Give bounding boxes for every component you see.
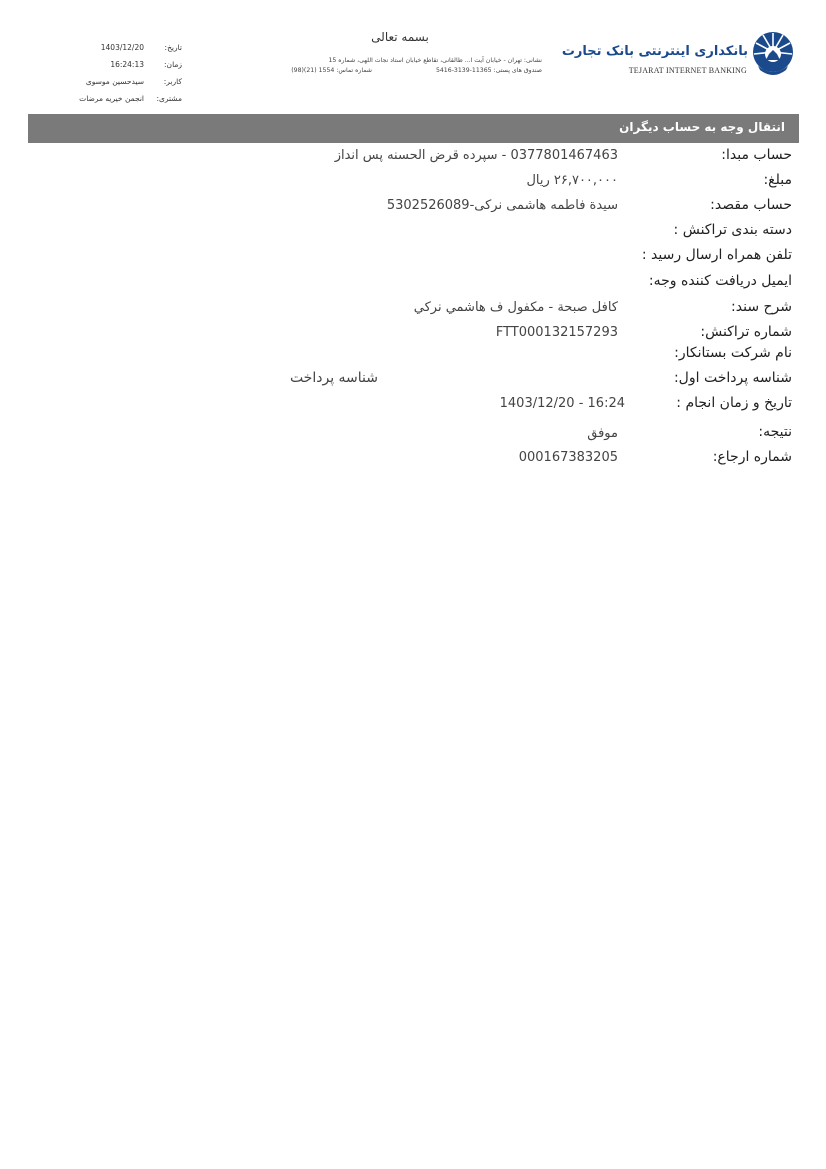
bank-name-en: TEJARAT INTERNET BANKING: [628, 66, 747, 75]
label-transaction-number: شماره تراکنش:: [700, 324, 792, 340]
label-result: نتیجه:: [758, 424, 792, 440]
value-execution-datetime: 1403/12/20 - 16:24: [499, 396, 625, 411]
meta-time: [70, 60, 182, 74]
section-title: انتقال وجه به حساب دیگران: [619, 120, 785, 134]
section-title-bar: [28, 114, 799, 143]
meta-time-label: زمان:: [164, 60, 182, 69]
bank-name: بانکداری اینترنتی بانک تجارت: [561, 44, 748, 59]
value-source-account: 0377801467463 - سپرده قرض الحسنه پس انداز: [334, 148, 618, 163]
label-transaction-category: دسته بندی تراکنش :: [673, 222, 792, 238]
meta-time-value: 16:24:13: [110, 60, 144, 69]
bank-emblem-icon: [752, 30, 794, 80]
label-creditor-company: نام شرکت بستانکار:: [674, 345, 792, 361]
value-destination-account: سیدة فاطمه هاشمی نرکی-5302526089: [386, 198, 618, 213]
value-description: كافل صبحة - مكفول ف هاشمي نركي: [413, 300, 618, 315]
meta-customer-label: مشتری:: [156, 94, 182, 103]
bismillah: بسمه تعالی: [371, 30, 429, 44]
meta-customer: [70, 94, 182, 108]
label-reference-number: شماره ارجاع:: [712, 449, 792, 465]
bank-logo: [561, 30, 794, 80]
value-payment-id: شناسه پرداخت: [289, 370, 378, 386]
label-recipient-email: ایمیل دریافت کننده وجه:: [648, 273, 792, 289]
value-result: موفق: [587, 426, 618, 441]
postal-box-line: [280, 67, 542, 74]
meta-user-label: کاربر:: [163, 77, 182, 86]
meta-customer-value: انجمن خیریه مرضات: [79, 94, 144, 103]
value-reference-number: 000167383205: [518, 450, 618, 465]
label-payment-id: شناسه پرداخت اول:: [673, 370, 792, 386]
contact-phone: شماره تماس: 1554 (21)(98): [291, 67, 372, 74]
label-destination-account: حساب مقصد:: [710, 197, 792, 213]
label-amount: مبلغ:: [763, 172, 792, 188]
label-source-account: حساب مبدا:: [721, 147, 792, 163]
value-amount: ۲۶,۷۰۰,۰۰۰ ریال: [526, 173, 618, 188]
address-line: نشانی: تهران - خیابان آیت ا... طالقانی، تقاطع خیابان استاد نجات اللهی، شماره 15: [328, 57, 542, 64]
meta-date-value: 1403/12/20: [100, 43, 144, 52]
meta-user: [70, 77, 182, 91]
meta-date: [70, 43, 182, 57]
label-execution-datetime: تاریخ و زمان انجام :: [676, 395, 792, 411]
meta-date-label: تاریخ:: [164, 43, 182, 52]
value-transaction-number: FTT000132157293: [495, 325, 618, 340]
postal-box: صندوق های پستی: 11365-3139-5416: [435, 67, 542, 74]
label-description: شرح سند:: [731, 299, 792, 315]
meta-user-value: سیدحسین موسوی: [85, 77, 144, 86]
label-receipt-mobile: تلفن همراه ارسال رسید :: [641, 247, 792, 263]
